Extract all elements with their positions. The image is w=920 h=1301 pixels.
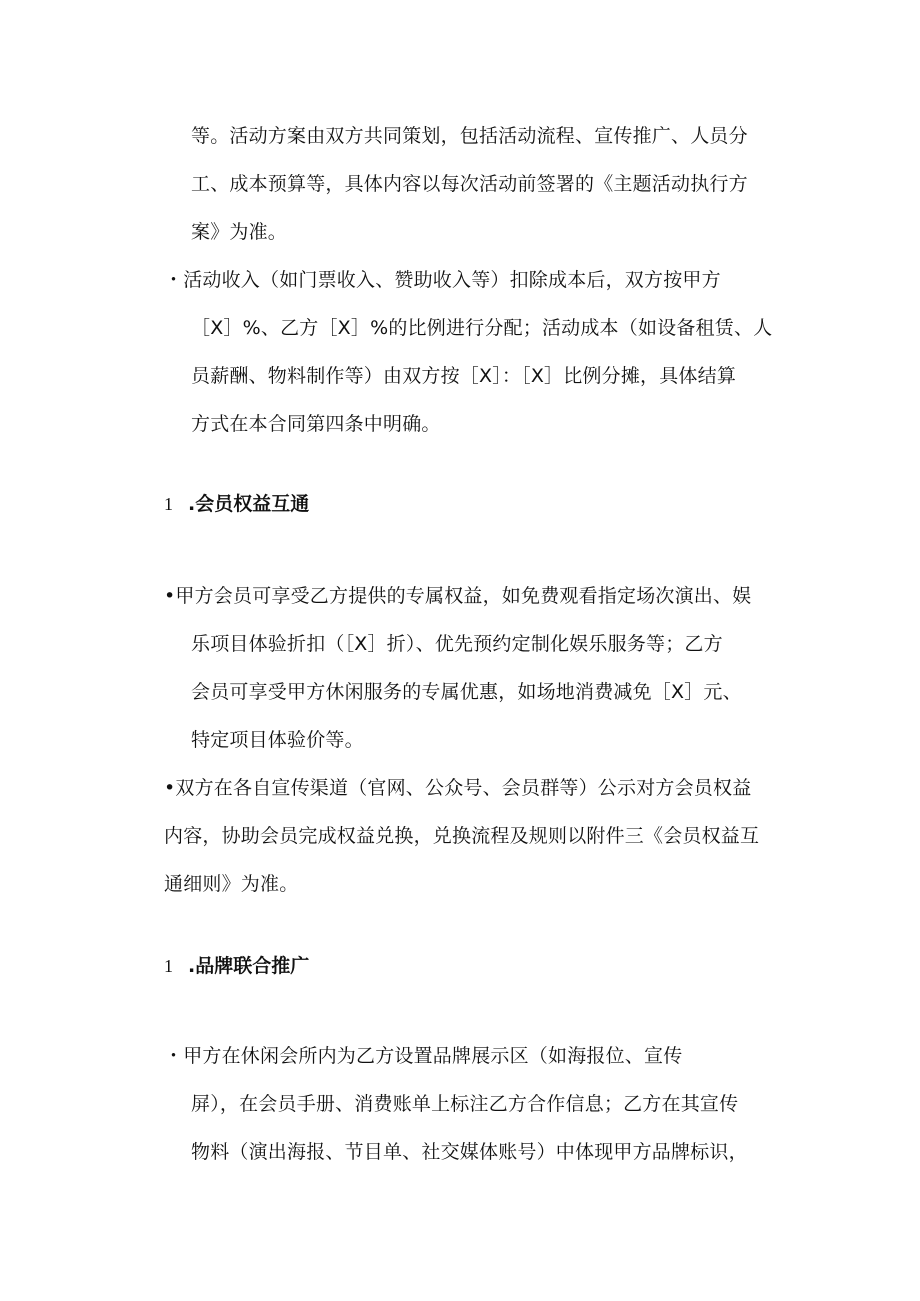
paragraph-line: 方式在本合同第四条中明确。 [191,413,441,435]
paragraph-line: 案》为准。 [191,221,288,243]
section-title: .会员权益互通 [188,493,310,515]
paragraph-line: 会员可享受甲方休闲服务的专属优惠，如场地消费减免［X］元、 [191,681,742,703]
paragraph-line: 通细则》为准。 [164,873,299,895]
paragraph-line: ・活动收入（如门票收入、赞助收入等）扣除成本后，双方按甲方 [164,269,721,291]
section-heading-member [164,491,309,517]
paragraph-line: ・甲方在休闲会所内为乙方设置品牌展示区（如海报位、宣传 [164,1045,683,1067]
paragraph-line: 乐项目体验折扣（［X］折）、优先预约定制化娱乐服务等；乙方 [191,633,723,655]
section-number: 1 [164,494,173,514]
paragraph-line: 物料（演出海报、节目单、社交媒体账号）中体现甲方品牌标识， [191,1141,748,1163]
paragraph-line: 屏），在会员手册、消费账单上标注乙方合作信息；乙方在其宣传 [191,1093,739,1115]
paragraph-line: 工、成本预算等，具体内容以每次活动前签署的《主题活动执行方 [191,173,748,195]
section-number: 1 [164,956,173,976]
paragraph-line: 等。活动方案由双方共同策划，包括活动流程、宣传推广、人员分 [191,125,748,147]
paragraph-line: ［X］%、乙方［X］%的比例进行分配；活动成本（如设备租赁、人 [191,317,773,339]
paragraph-line: 特定项目体验价等。 [191,729,364,751]
section-title: .品牌联合推广 [188,955,310,977]
paragraph-line: •甲方会员可享受乙方提供的专属权益，如免费观看指定场次演出、娱 [164,585,752,607]
paragraph-line: •双方在各自宣传渠道（官网、公众号、会员群等）公示对方会员权益 [164,777,752,799]
section-heading-brand [164,953,309,979]
paragraph-line: 员薪酬、物料制作等）由双方按［X］：［X］比例分摊，具体结算 [191,365,737,387]
paragraph-line: 内容，协助会员完成权益兑换，兑换流程及规则以附件三《会员权益互 [164,825,760,847]
